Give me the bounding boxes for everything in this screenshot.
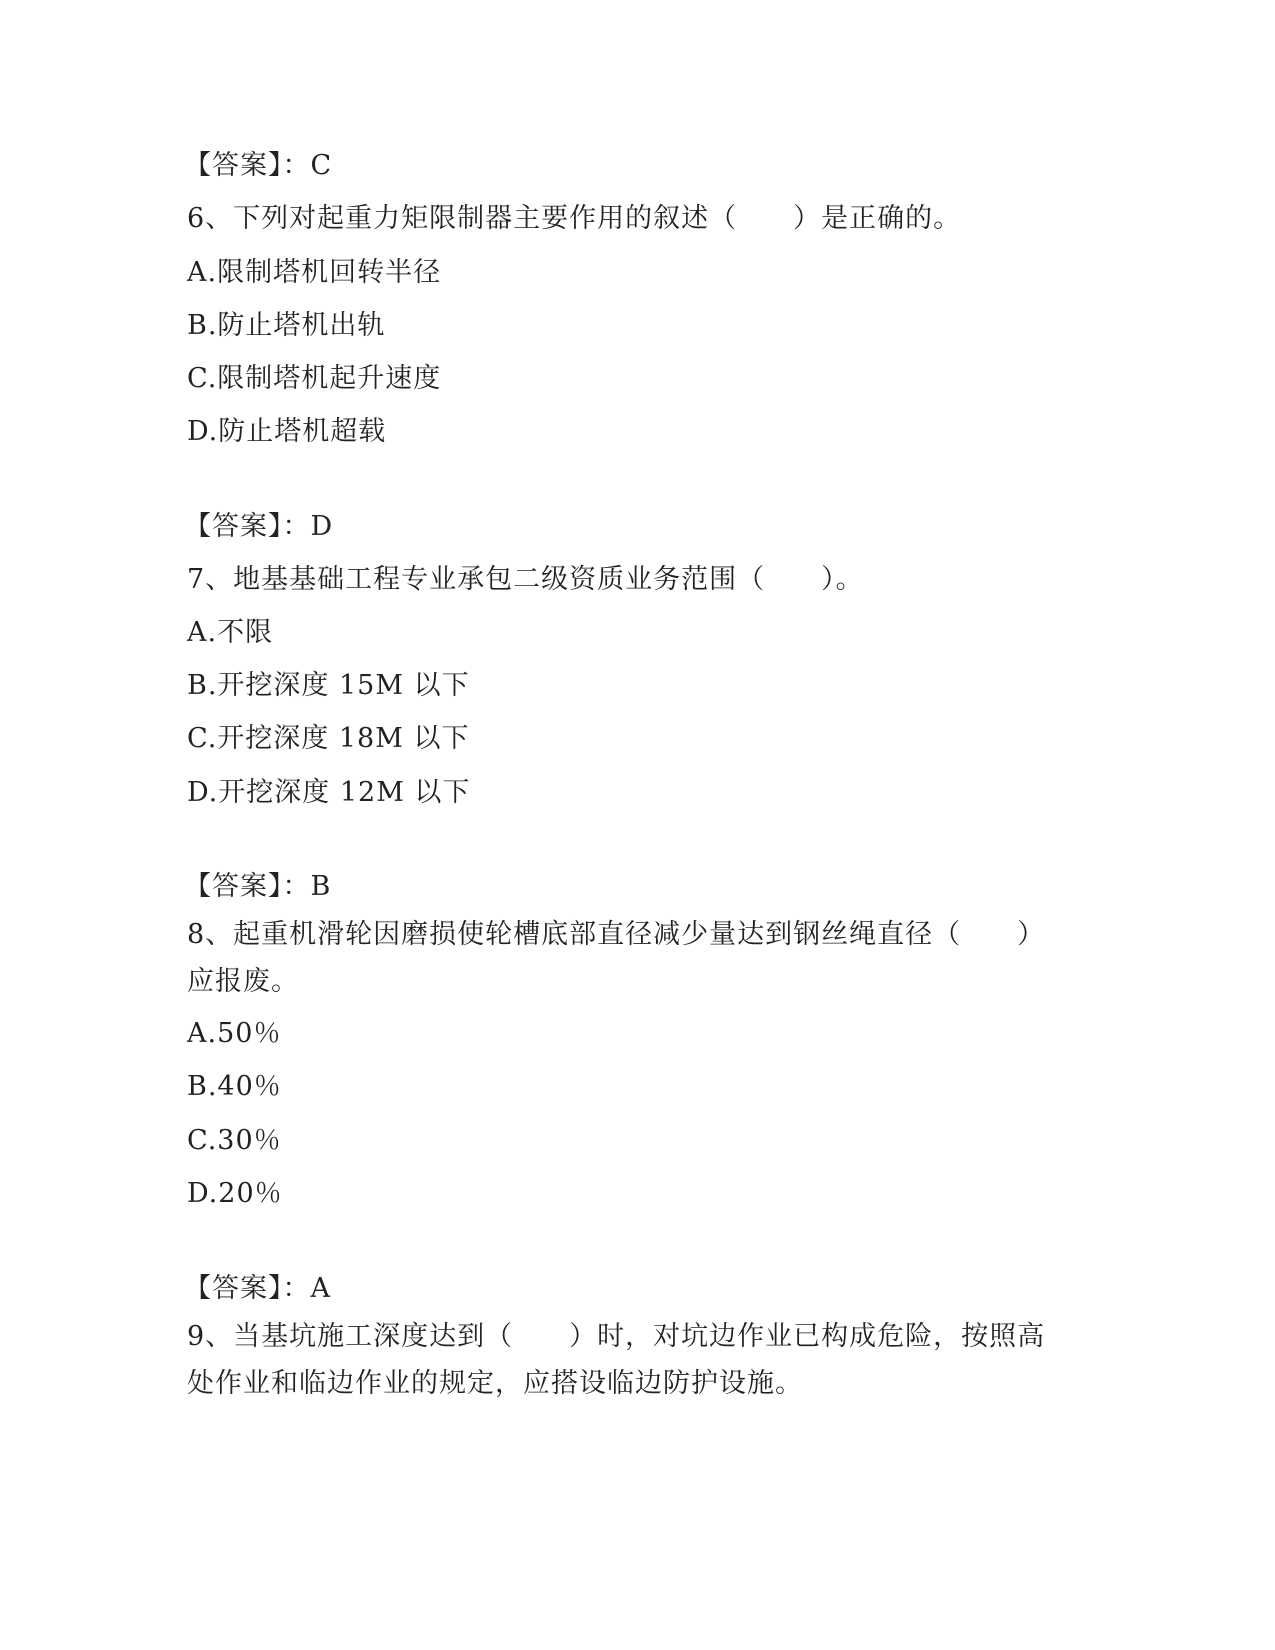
- question-9: 9、当基坑施工深度达到（ ）时，对坑边作业已构成危险，按照高处作业和临边作业的规定，应搭设临边防护设施。: [187, 1321, 1046, 1399]
- q7-option-a: A.不限: [187, 617, 274, 648]
- answer-q8: 【答案】：A: [184, 1273, 331, 1304]
- question-7: 7、地基基础工程专业承包二级资质业务范围（ ）。: [187, 564, 864, 595]
- q6-option-a: A.限制塔机回转半径: [187, 257, 442, 288]
- answer-q6: 【答案】：D: [184, 511, 334, 542]
- q6-option-c: C.限制塔机起升速度: [187, 363, 442, 394]
- q7-option-c: C.开挖深度 18M 以下: [187, 723, 470, 754]
- q8-option-c: C.30％: [187, 1125, 282, 1156]
- q8-option-a: A.50％: [187, 1018, 282, 1049]
- q7-option-d: D.开挖深度 12M 以下: [187, 777, 471, 808]
- q6-option-b: B.防止塔机出轨: [187, 310, 386, 341]
- question-8: 8、起重机滑轮因磨损使轮槽底部直径减少量达到钢丝绳直径（ ）应报废。: [187, 919, 1046, 997]
- q6-option-d: D.防止塔机超载: [187, 416, 387, 447]
- question-6: 6、下列对起重力矩限制器主要作用的叙述（ ）是正确的。: [187, 203, 962, 234]
- answer-q7: 【答案】：B: [184, 871, 332, 902]
- q7-option-b: B.开挖深度 15M 以下: [187, 670, 470, 701]
- q8-option-d: D.20％: [187, 1178, 283, 1209]
- answer-prev: 【答案】：C: [184, 150, 333, 181]
- q8-option-b: B.40％: [187, 1071, 282, 1102]
